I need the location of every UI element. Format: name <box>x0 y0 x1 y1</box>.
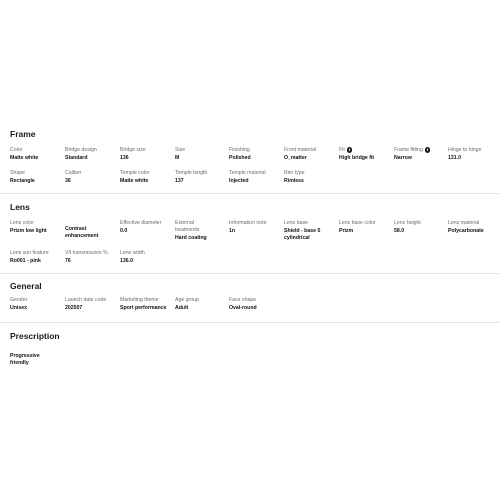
lens-spec-item <box>10 220 66 235</box>
frame-spec-item <box>10 170 66 185</box>
spec-label-text: Vlt transmission % <box>65 250 108 256</box>
spec-label-text: Temple material <box>229 170 266 176</box>
spec-label <box>284 170 340 177</box>
spec-value: Contrast enhancement <box>65 226 99 239</box>
spec-label-text: Temple length <box>175 170 208 176</box>
general-divider <box>0 322 500 323</box>
spec-label <box>120 250 176 257</box>
spec-value: Hard coating <box>175 234 207 241</box>
spec-value: 131.0 <box>448 155 461 161</box>
spec-value: Matte white <box>120 178 149 184</box>
frame-divider <box>0 193 500 194</box>
info-icon[interactable]: i <box>348 147 351 152</box>
general-spec-item <box>120 297 176 312</box>
general-spec-item <box>10 297 66 312</box>
spec-label <box>65 147 121 154</box>
spec-value: Ro001 - pink <box>10 258 41 264</box>
spec-label-text: Fit <box>339 147 345 154</box>
spec-value: M <box>175 155 180 161</box>
lens-spec-item <box>175 220 231 241</box>
spec-value: 136 <box>120 155 129 161</box>
lens-spec-item <box>394 220 450 235</box>
general-spec-item <box>175 297 231 312</box>
lens-spec-item <box>229 220 285 235</box>
frame-spec-item <box>394 147 450 162</box>
spec-label-text: Lens sun feature <box>10 250 49 256</box>
spec-label-text: Lens base <box>284 220 308 226</box>
lens-spec-item <box>120 250 176 265</box>
spec-label <box>10 297 66 304</box>
spec-label <box>65 297 121 304</box>
spec-label-text: Lens base color <box>339 220 376 226</box>
spec-value: Injected <box>229 178 249 184</box>
spec-label <box>339 147 395 154</box>
spec-label <box>448 220 500 227</box>
spec-label-text: Color <box>10 147 23 153</box>
spec-label-text: Shape <box>10 170 26 176</box>
frame-spec-item <box>120 170 176 185</box>
spec-label <box>120 297 176 304</box>
spec-label-text: Information note <box>229 220 267 226</box>
lens-spec-item <box>65 250 121 265</box>
spec-label <box>229 220 285 227</box>
spec-label <box>10 220 66 227</box>
spec-label-text: Front material <box>284 147 316 153</box>
lens-section-title: Lens <box>10 202 30 212</box>
spec-value: Polished <box>229 155 251 161</box>
spec-label <box>10 170 66 177</box>
spec-value: O_matter <box>284 155 307 161</box>
spec-label-text: Finishing <box>229 147 250 153</box>
frame-spec-item <box>284 147 340 162</box>
lens-spec-item <box>120 220 176 235</box>
frame-spec-item <box>448 147 500 162</box>
lens-spec-item <box>65 226 121 239</box>
spec-value: 1n <box>229 228 236 234</box>
spec-value: 58.0 <box>394 228 405 234</box>
spec-value: Prizm <box>339 228 354 234</box>
general-spec-item <box>65 297 121 312</box>
spec-label <box>175 220 231 233</box>
spec-label <box>120 220 176 227</box>
spec-label <box>175 297 231 304</box>
spec-label <box>339 220 395 227</box>
spec-label <box>175 170 231 177</box>
spec-label <box>448 147 500 154</box>
spec-label-text: Face shape <box>229 297 257 303</box>
spec-label-text: Gender <box>10 297 28 303</box>
spec-label-text: Lens color <box>10 220 34 226</box>
spec-label-text: Temple color <box>120 170 150 176</box>
spec-value: Prizm low light <box>10 228 47 234</box>
prescription-spec-item <box>10 353 66 366</box>
spec-label <box>229 170 285 177</box>
spec-label-text: Lens material <box>448 220 480 226</box>
frame-section-title: Frame <box>10 129 36 139</box>
spec-value: Matte white <box>10 155 39 161</box>
spec-value: Sport performance <box>120 305 167 311</box>
frame-spec-item <box>229 170 285 185</box>
spec-value: Unisex <box>10 305 28 311</box>
spec-label <box>229 297 285 304</box>
frame-spec-item <box>65 147 121 162</box>
spec-label-text: Frame fitting <box>394 147 423 154</box>
spec-value: High bridge fit <box>339 155 375 162</box>
frame-spec-item <box>120 147 176 162</box>
spec-value: 76 <box>65 258 71 264</box>
spec-label-text: Hinge to hinge <box>448 147 482 153</box>
spec-label-text: Rim type <box>284 170 305 176</box>
frame-spec-item <box>284 170 340 185</box>
spec-label-text: Marketing theme <box>120 297 159 303</box>
spec-value: 136.0 <box>120 258 133 264</box>
spec-label-text: Age group <box>175 297 199 303</box>
spec-label <box>10 147 66 154</box>
lens-spec-item <box>284 220 340 241</box>
frame-spec-item <box>339 147 395 162</box>
spec-label-text: Lens width <box>120 250 145 256</box>
spec-value: Oval-round <box>229 305 257 311</box>
lens-spec-item <box>448 220 500 235</box>
frame-spec-item <box>229 147 285 162</box>
spec-label <box>394 220 450 227</box>
info-icon[interactable]: i <box>426 147 429 152</box>
frame-spec-item <box>175 170 231 185</box>
spec-label <box>120 147 176 154</box>
spec-label <box>120 170 176 177</box>
spec-label <box>394 147 450 154</box>
spec-value: Adult <box>175 305 189 311</box>
spec-value: Progressive friendly <box>10 353 40 366</box>
lens-spec-item <box>10 250 66 265</box>
frame-spec-item <box>175 147 231 162</box>
lens-spec-item <box>339 220 395 235</box>
spec-value: Rimless <box>284 178 304 184</box>
spec-label <box>284 220 340 227</box>
spec-value: 137 <box>175 178 184 184</box>
spec-value: Polycarbonate <box>448 228 484 234</box>
spec-label <box>65 170 121 177</box>
spec-value: Standard <box>65 155 88 161</box>
spec-value: 0.0 <box>120 228 128 234</box>
spec-value: Shield - base 5 cylindrical <box>284 228 321 241</box>
prescription-section-title: Prescription <box>10 331 60 341</box>
spec-label <box>284 147 340 154</box>
spec-value: 36 <box>65 178 71 184</box>
spec-label-text: Launch date code <box>65 297 107 303</box>
frame-spec-item <box>65 170 121 185</box>
spec-label-text: External treatments <box>175 220 200 233</box>
spec-label-text: Size <box>175 147 186 153</box>
spec-label-text: Bridge design <box>65 147 97 153</box>
spec-label <box>175 147 231 154</box>
general-spec-item <box>229 297 285 312</box>
spec-label-text: Bridge size <box>120 147 146 153</box>
lens-divider <box>0 273 500 274</box>
general-section-title: General <box>10 281 42 291</box>
spec-label-text: Lens height <box>394 220 421 226</box>
frame-spec-item <box>10 147 66 162</box>
spec-label <box>229 147 285 154</box>
spec-value: Narrow <box>394 155 412 162</box>
spec-value: 202507 <box>65 305 83 311</box>
spec-label <box>10 250 66 257</box>
spec-label-text: Caliber <box>65 170 82 176</box>
spec-value: Rectangle <box>10 178 35 184</box>
spec-label-text: Effective diameter <box>120 220 162 226</box>
spec-label <box>65 250 121 257</box>
